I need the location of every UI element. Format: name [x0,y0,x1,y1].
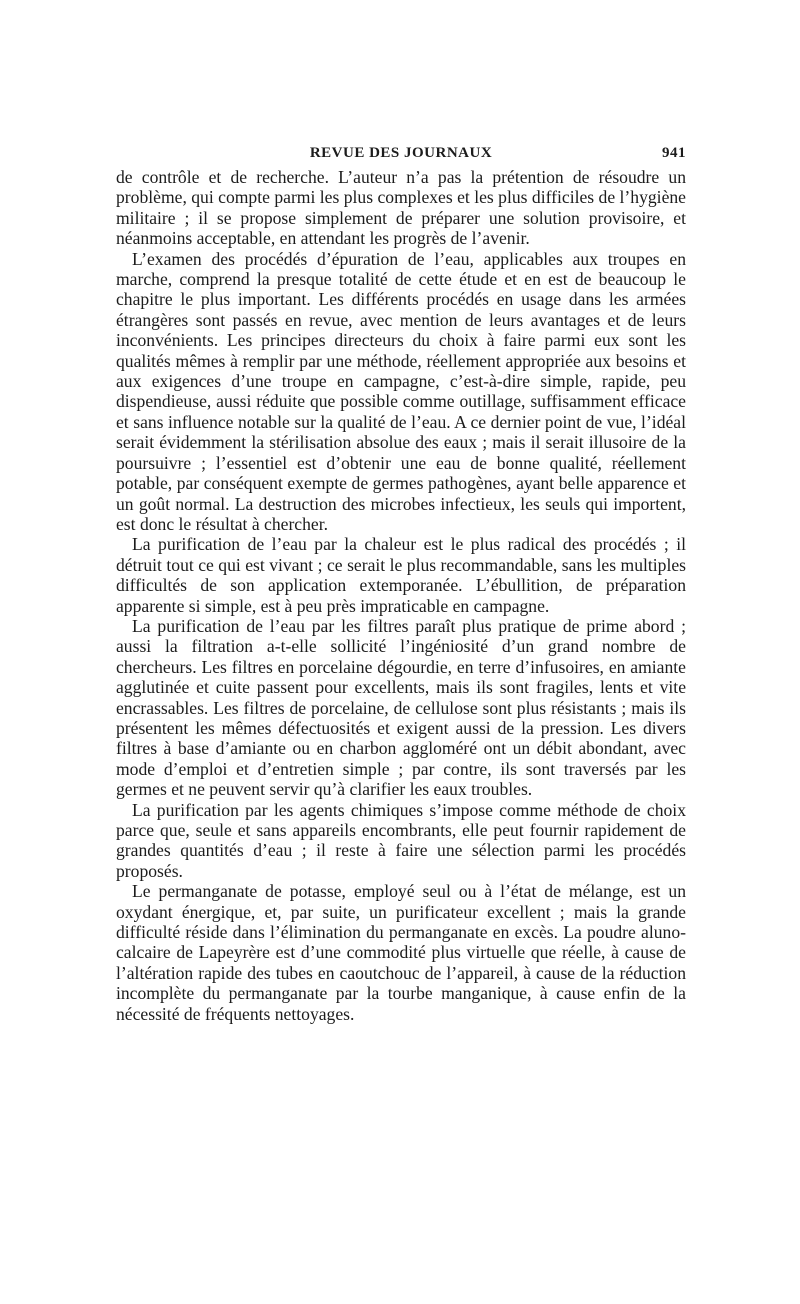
article-body [116,167,686,1024]
paragraph: La purification par les agents chimiques s’impose comme méthode de choix parce que, seule et sans appareils encombrants, elle peut fournir rapidement de grandes quantités d’eau ; il reste à faire une sélection parmi les procédés proposés. [116,799,686,881]
paragraph: L’examen des procédés d’épuration de l’eau, applicables aux troupes en marche, comprend la presque totalité de cette étude et en est de beaucoup le chapitre le plus important. Les différents procédés en usage dans les armées étrangères sont passés en revue, avec mention de leurs avantages et de leurs inconvénients. Les principes directeurs du choix à faire parmi eux sont les qualités mêmes à remplir par une méthode, réellement appropriée aux besoins et aux exigences d’une troupe en campagne, c’est-à-dire simple, rapide, peu dispendieuse, aussi réduite que possible comme outillage, suffisamment efficace et sans influence notable sur la qualité de l’eau. A ce dernier point de vue, l’idéal serait évidemment la stérilisation absolue des eaux ; mais il serait illusoire de la poursuivre ; l’essentiel est d’obtenir une eau de bonne qualité, réellement potable, par conséquent exempte de germes pathogènes, ayant belle apparence et un goût normal. La destruction des microbes infectieux, les seuls qui importent, est donc le résultat à chercher. [116,248,686,534]
running-header [116,145,686,167]
paragraph: de contrôle et de recherche. L’auteur n’a pas la prétention de résoudre un problème, qui compte parmi les plus complexes et les plus difficiles de l’hygiène militaire ; il se propose simplement de préparer une solution provisoire, et néanmoins acceptable, en attendant les progrès de l’avenir. [116,167,686,249]
paragraph: La purification de l’eau par les filtres paraît plus pratique de prime abord ; aussi la filtration a-t-elle sollicité l’ingéniosité d’un grand nombre de chercheurs. Les filtres en porcelaine dégourdie, en terre d’infusoires, en amiante agglutinée et cuite passent pour excellents, mais ils sont fragiles, lents et vite encrassables. Les filtres de porcelaine, de cellulose sont plus résistants ; mais ils présentent les mêmes défectuosités et exigent aussi de la pression. Les divers filtres à base d’amiante ou en charbon aggloméré ont un débit abondant, avec mode d’emploi et d’entretien simple ; par contre, ils sont traversés par les germes et ne peuvent servir qu’à clarifier les eaux troubles. [116,615,686,800]
paragraph: Le permanganate de potasse, employé seul ou à l’état de mélange, est un oxydant énergique, et, par suite, un purificateur excellent ; mais la grande difficulté réside dans l’élimination du permanganate en excès. La poudre aluno-calcaire de Lapeyrère est d’une commodité plus virtuelle que réelle, à cause de l’altération rapide des tubes en caoutchouc de l’appareil, à cause de la réduction incomplète du permanganate par la tourbe manganique, à cause enfin de la nécessité de fréquents nettoyages. [116,881,686,1024]
page-number: 941 [662,145,686,161]
running-title: REVUE DES JOURNAUX [309,145,493,161]
page [116,145,686,1024]
paragraph: La purification de l’eau par la chaleur est le plus radical des procédés ; il détruit tout ce qui est vivant ; ce serait le plus recommandable, sans les multiples difficultés de son application extemporanée. L’ébullition, de préparation apparente si simple, est à peu près impraticable en campagne. [116,534,686,616]
